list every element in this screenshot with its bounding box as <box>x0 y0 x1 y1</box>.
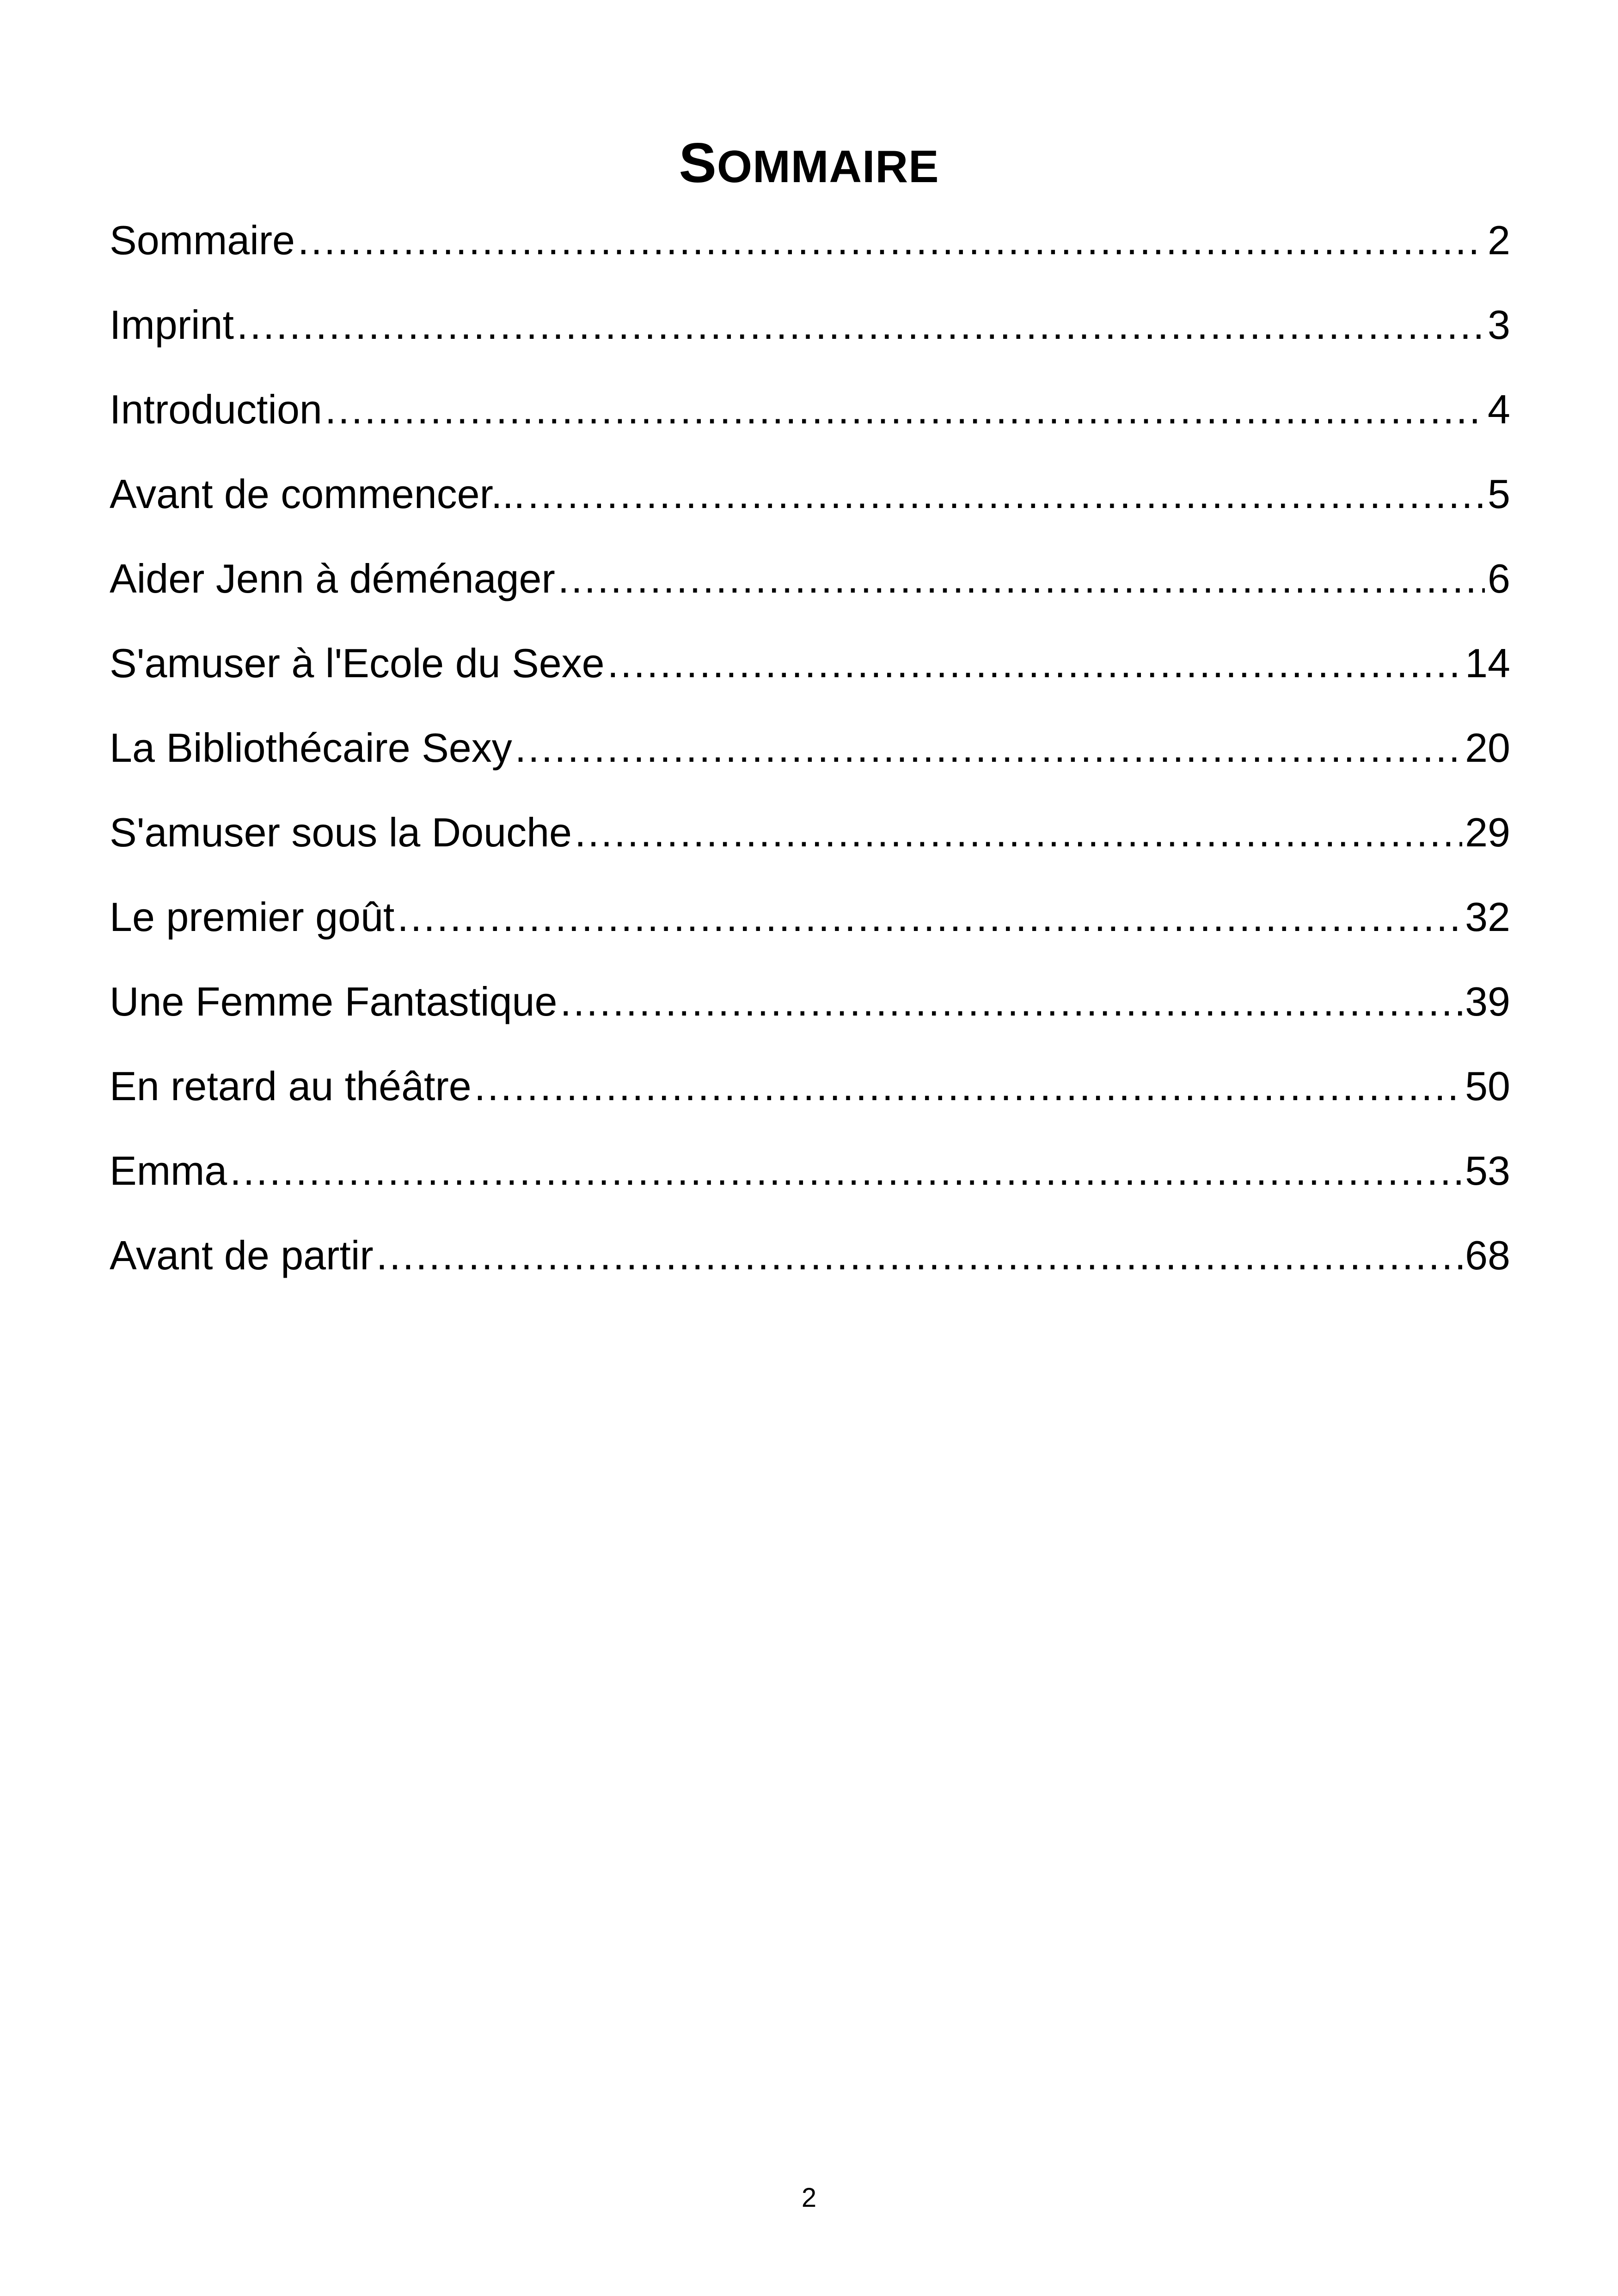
page-title-rest: OMMAIRE <box>717 141 939 192</box>
toc-entry[interactable] <box>110 959 1510 1044</box>
toc-leader-dots <box>325 367 1485 452</box>
toc-entry-label: En retard au théâtre <box>110 1063 472 1109</box>
toc-leader-dots <box>575 790 1462 875</box>
toc-entry-label: S'amuser à l'Ecole du Sexe <box>110 640 605 686</box>
toc-entry-label: Une Femme Fantastique <box>110 979 558 1024</box>
toc-leader-dots <box>237 282 1485 367</box>
toc-entry-page: 6 <box>1488 556 1510 601</box>
toc-leader-dots <box>558 536 1485 621</box>
toc-entry-page: 32 <box>1465 894 1510 940</box>
page-title <box>0 130 1618 199</box>
toc-entry-label: Aider Jenn à déménager <box>110 556 555 601</box>
toc-entry-label: Sommaire <box>110 217 295 263</box>
toc-entry-page: 3 <box>1488 302 1510 348</box>
toc-entry[interactable] <box>110 536 1510 621</box>
toc-entry-label: Introduction <box>110 386 322 432</box>
toc-entry[interactable] <box>110 282 1510 367</box>
table-of-contents <box>110 198 1510 1298</box>
toc-entry[interactable] <box>110 705 1510 790</box>
toc-entry-page: 29 <box>1465 809 1510 855</box>
toc-entry[interactable] <box>110 367 1510 452</box>
toc-entry-label: La Bibliothécaire Sexy <box>110 725 512 771</box>
toc-entry-label: Imprint <box>110 302 234 348</box>
toc-entry-label: Emma <box>110 1148 227 1194</box>
toc-entry-page: 2 <box>1488 217 1510 263</box>
toc-entry-page: 4 <box>1488 386 1510 432</box>
toc-entry-page: 68 <box>1465 1232 1510 1278</box>
toc-entry[interactable] <box>110 198 1510 282</box>
toc-entry[interactable] <box>110 452 1510 536</box>
toc-entry[interactable] <box>110 1213 1510 1298</box>
toc-leader-dots <box>230 1128 1462 1213</box>
toc-entry-page: 5 <box>1488 471 1510 517</box>
toc-entry[interactable] <box>110 1128 1510 1213</box>
page-title-initial: S <box>679 131 717 194</box>
toc-entry-page: 53 <box>1465 1148 1510 1194</box>
toc-leader-dots <box>560 959 1462 1044</box>
toc-entry-page: 39 <box>1465 979 1510 1024</box>
toc-leader-dots <box>607 621 1463 705</box>
toc-entry-label: Avant de commencer... <box>110 471 525 517</box>
toc-leader-dots <box>397 875 1462 959</box>
toc-entry-page: 14 <box>1465 640 1510 686</box>
toc-entry[interactable] <box>110 790 1510 875</box>
toc-entry-label: Le premier goût <box>110 894 395 940</box>
toc-entry[interactable] <box>110 621 1510 705</box>
toc-leader-dots <box>515 705 1462 790</box>
toc-entry-page: 50 <box>1465 1063 1510 1109</box>
page-number: 2 <box>801 2183 817 2213</box>
toc-entry-label: S'amuser sous la Douche <box>110 809 572 855</box>
toc-leader-dots <box>376 1213 1462 1298</box>
toc-entry[interactable] <box>110 875 1510 959</box>
toc-entry-label: Avant de partir <box>110 1232 374 1278</box>
toc-leader-dots <box>474 1044 1462 1128</box>
toc-entry[interactable] <box>110 1044 1510 1128</box>
toc-entry-page: 20 <box>1465 725 1510 771</box>
toc-leader-dots <box>527 452 1485 536</box>
toc-leader-dots <box>298 198 1485 282</box>
